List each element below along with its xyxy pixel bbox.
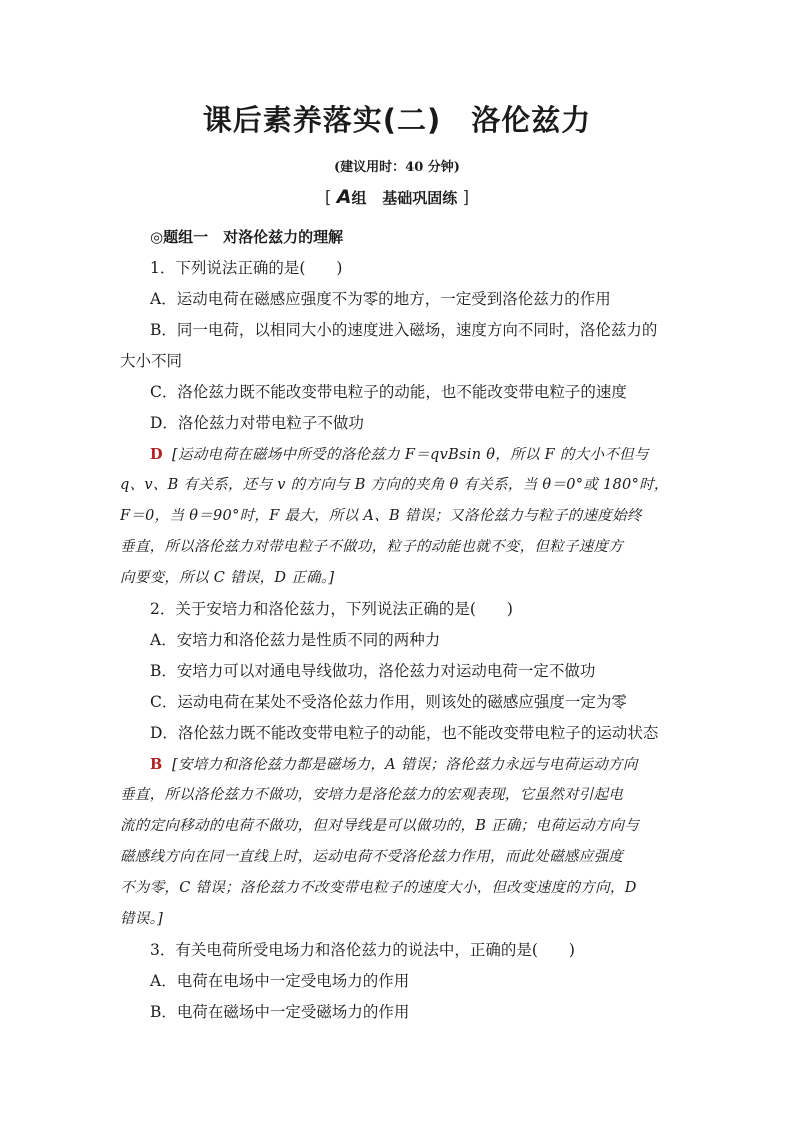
explanation-1-line: 垂直，所以洛伦兹力对带电粒子不做功，粒子的动能也就不变，但粒子速度方 — [120, 539, 624, 555]
title-sub: 洛伦兹力 — [471, 103, 592, 137]
explanation-2-line: 磁感线方向在同一直线上时，运动电荷不受洛伦兹力作用，而此处磁感应强度 — [120, 849, 624, 865]
answer-1-letter: D — [150, 446, 163, 463]
question-2-option-a: A．安培力和洛伦兹力是性质不同的两种力 — [150, 631, 441, 649]
group-label: 组 — [351, 189, 367, 207]
explanation-1-line: q、v、B 有关系，还与 v 的方向与 B 方向的夹角 θ 有关系，当 θ＝0°或 180°时， — [120, 477, 669, 493]
explanation-2-line: [安培力和洛伦兹力都是磁场力，A 错误；洛伦兹力永远与电荷运动方向 — [172, 757, 638, 773]
question-1-stem: 1．下列说法正确的是( ) — [150, 259, 343, 277]
title-main: 课后素养落实(二) — [202, 103, 442, 137]
question-1-option-b: B．同一电荷，以相同大小的速度进入磁场，速度方向不同时，洛伦兹力的 — [150, 321, 658, 339]
group-header — [0, 186, 794, 208]
explanation-1-line: [运动电荷在磁场中所受的洛伦兹力 F＝qvBsin θ，所以 F 的大小不但与 — [172, 447, 649, 463]
explanation-2-line: 不为零，C 错误；洛伦兹力不改变带电粒子的速度大小，但改变速度的方向，D — [120, 880, 637, 896]
answer-2-letter: B — [150, 756, 163, 773]
question-3-option-b: B．电荷在磁场中一定受磁场力的作用 — [150, 1003, 410, 1021]
question-1-option-a: A．运动电荷在磁感应强度不为零的地方，一定受到洛伦兹力的作用 — [150, 290, 611, 308]
explanation-1-line: 向要变，所以 C 错误，D 正确。] — [120, 570, 335, 586]
group-bracket-close: ] — [462, 188, 470, 208]
page-title — [0, 98, 794, 139]
question-1-option-d: D．洛伦兹力对带电粒子不做功 — [150, 414, 364, 432]
explanation-2-line: 错误。] — [120, 911, 164, 927]
question-1-option-b-cont: 大小不同 — [120, 352, 183, 370]
answer-1-line — [120, 439, 676, 470]
question-2-option-d: D．洛伦兹力既不能改变带电粒子的动能，也不能改变带电粒子的运动状态 — [150, 724, 659, 742]
question-3-option-a: A．电荷在电场中一定受电场力的作用 — [150, 972, 410, 990]
time-note: (建议用时：40 分钟) — [334, 160, 460, 175]
section-heading: ◎题组一 对洛伦兹力的理解 — [150, 228, 344, 246]
document-body — [120, 222, 676, 1028]
explanation-2-line: 流的定向移动的电荷不做功，但对导线是可以做功的，B 正确；电荷运动方向与 — [120, 818, 640, 834]
group-a-icon: A — [336, 186, 352, 208]
explanation-1-line: F＝0，当 θ＝90°时，F 最大，所以 A、B 错误；又洛伦兹力与粒子的速度始终 — [120, 508, 642, 524]
group-bracket-open: [ — [324, 188, 332, 208]
question-3-stem: 3．有关电荷所受电场力和洛伦兹力的说法中，正确的是( ) — [150, 941, 575, 959]
question-1-option-c: C．洛伦兹力既不能改变带电粒子的动能，也不能改变带电粒子的速度 — [150, 383, 627, 401]
question-2-option-b: B．安培力可以对通电导线做功，洛伦兹力对运动电荷一定不做功 — [150, 662, 596, 680]
group-name: 基础巩固练 — [382, 189, 458, 207]
question-2-stem: 2．关于安培力和洛伦兹力，下列说法正确的是( ) — [150, 600, 513, 618]
answer-2-line — [120, 749, 676, 780]
explanation-2-line: 垂直，所以洛伦兹力不做功，安培力是洛伦兹力的宏观表现，它虽然对引起电 — [120, 787, 624, 803]
question-2-option-c: C．运动电荷在某处不受洛伦兹力作用，则该处的磁感应强度一定为零 — [150, 693, 627, 711]
